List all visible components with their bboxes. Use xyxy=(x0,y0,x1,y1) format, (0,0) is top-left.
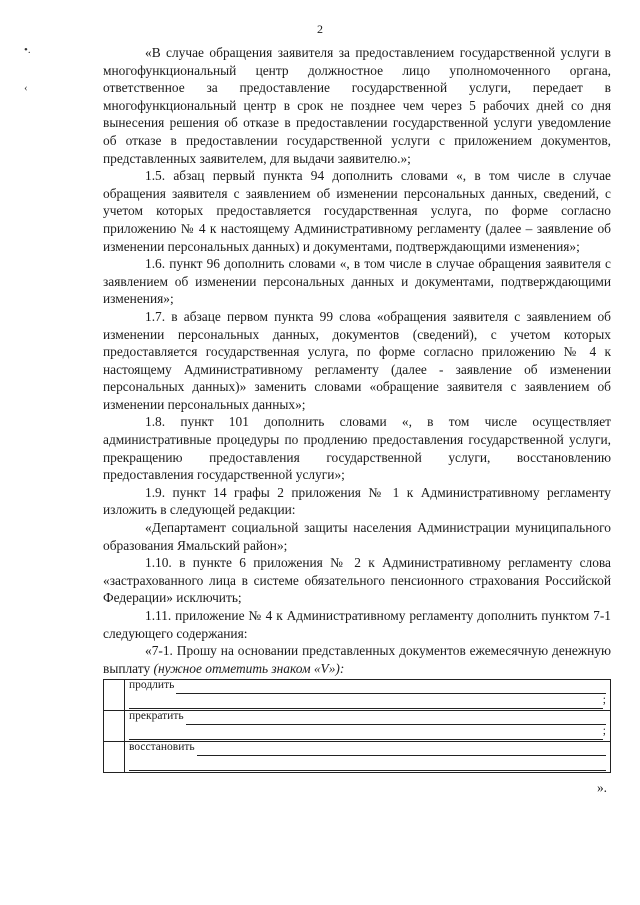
options-table xyxy=(103,679,611,773)
option-cell xyxy=(125,680,611,711)
option-label: прекратить xyxy=(129,709,184,722)
option-row xyxy=(104,742,611,773)
paragraph-department: «Департамент социальной защиты населения Администрации муниципального образования Ямальский район»; xyxy=(103,520,611,553)
blank-line[interactable] xyxy=(176,683,606,694)
blank-line[interactable] xyxy=(197,745,606,756)
paragraph-1-9: 1.9. пункт 14 графы 2 приложения № 1 к Административному регламенту изложить в следующей редакции: xyxy=(103,484,611,518)
option-checkbox[interactable] xyxy=(104,680,125,711)
margin-mark: ‹ xyxy=(24,82,28,94)
paragraph-1-5: 1.5. абзац первый пункта 94 дополнить словами «, в том числе в случае обращения заявителя с заявлением об изменении персональных данных, сведений, с учетом которых предоставляется государственная услуга, по форме согласно приложению № 4 к настоящему Административному регламенту (далее – заявление об изменении персональных данных) и документами, подтверждающими изменения»; xyxy=(103,168,611,254)
option-label: восстановить xyxy=(129,740,195,753)
blank-line[interactable] xyxy=(129,698,603,709)
paragraph-7-1 xyxy=(103,642,611,677)
option-checkbox[interactable] xyxy=(104,742,125,773)
option-end: ; xyxy=(602,724,606,737)
option-row xyxy=(104,680,611,711)
paragraph-1-11: 1.11. приложение № 4 к Административному регламенту дополнить пунктом 7-1 следующего содержания: xyxy=(103,608,611,641)
paragraph-1-10: 1.10. в пункте 6 приложения № 2 к Административному регламенту слова «застрахованного лица в системе обязательного пенсионного страхования Российской Федерации» исключить; xyxy=(103,555,611,606)
paragraph-quote-mfc: «В случае обращения заявителя за предоставлением государственной услуги в многофункциональный центр должностное лицо уполномоченного органа, ответственное за предоставление государственной услуги, передает в многофункциональный центр в срок не позднее чем через 5 рабочих дней со дня вынесения решения об отказе в предоставлении государственной услуги уведомление об отказе в предоставлении государственной услуги с приложением документов, представленных заявителем, для выдачи заявителю.»; xyxy=(103,45,611,166)
page-number: 2 xyxy=(317,22,323,36)
blank-line[interactable] xyxy=(129,760,606,771)
margin-mark: •. xyxy=(24,44,31,56)
blank-line[interactable] xyxy=(129,729,603,740)
option-cell xyxy=(125,742,611,773)
paragraph-1-6: 1.6. пункт 96 дополнить словами «, в том числе в случае обращения заявителя с заявлением об изменении персональных данных и документами, подтверждающими изменения»; xyxy=(103,256,611,307)
option-row xyxy=(104,711,611,742)
option-end: ; xyxy=(602,693,606,706)
option-label: продлить xyxy=(129,678,175,691)
paragraph-1-8: 1.8. пункт 101 дополнить словами «, в том числе осуществляет административные процедуры по продлению предоставления государственной услуги, прекращению предоставления государственной услуги, восстановлению предоставления государственной услуги»; xyxy=(103,414,611,483)
closing-quote: ». xyxy=(596,780,607,796)
clause-text: «7-1. Прошу на основании представленных документов ежемесячную денежную выплату xyxy=(103,643,611,676)
document-body xyxy=(103,44,611,797)
paragraph-1-7: 1.7. в абзаце первом пункта 99 слова «обращения заявителя с заявлением об изменении персональных данных, документов (сведений), с учетом которых предоставляется государственная услуга, по форме согласно приложению № 4 к настоящему Административному регламенту (далее - заявление об изменении персональных данных)» заменить словами «обращение заявителя с заявлением об изменении персональных данных»; xyxy=(103,308,611,412)
clause-hint: (нужное отметить знаком «V»): xyxy=(153,660,345,676)
option-cell xyxy=(125,711,611,742)
blank-line[interactable] xyxy=(186,714,606,725)
option-checkbox[interactable] xyxy=(104,711,125,742)
